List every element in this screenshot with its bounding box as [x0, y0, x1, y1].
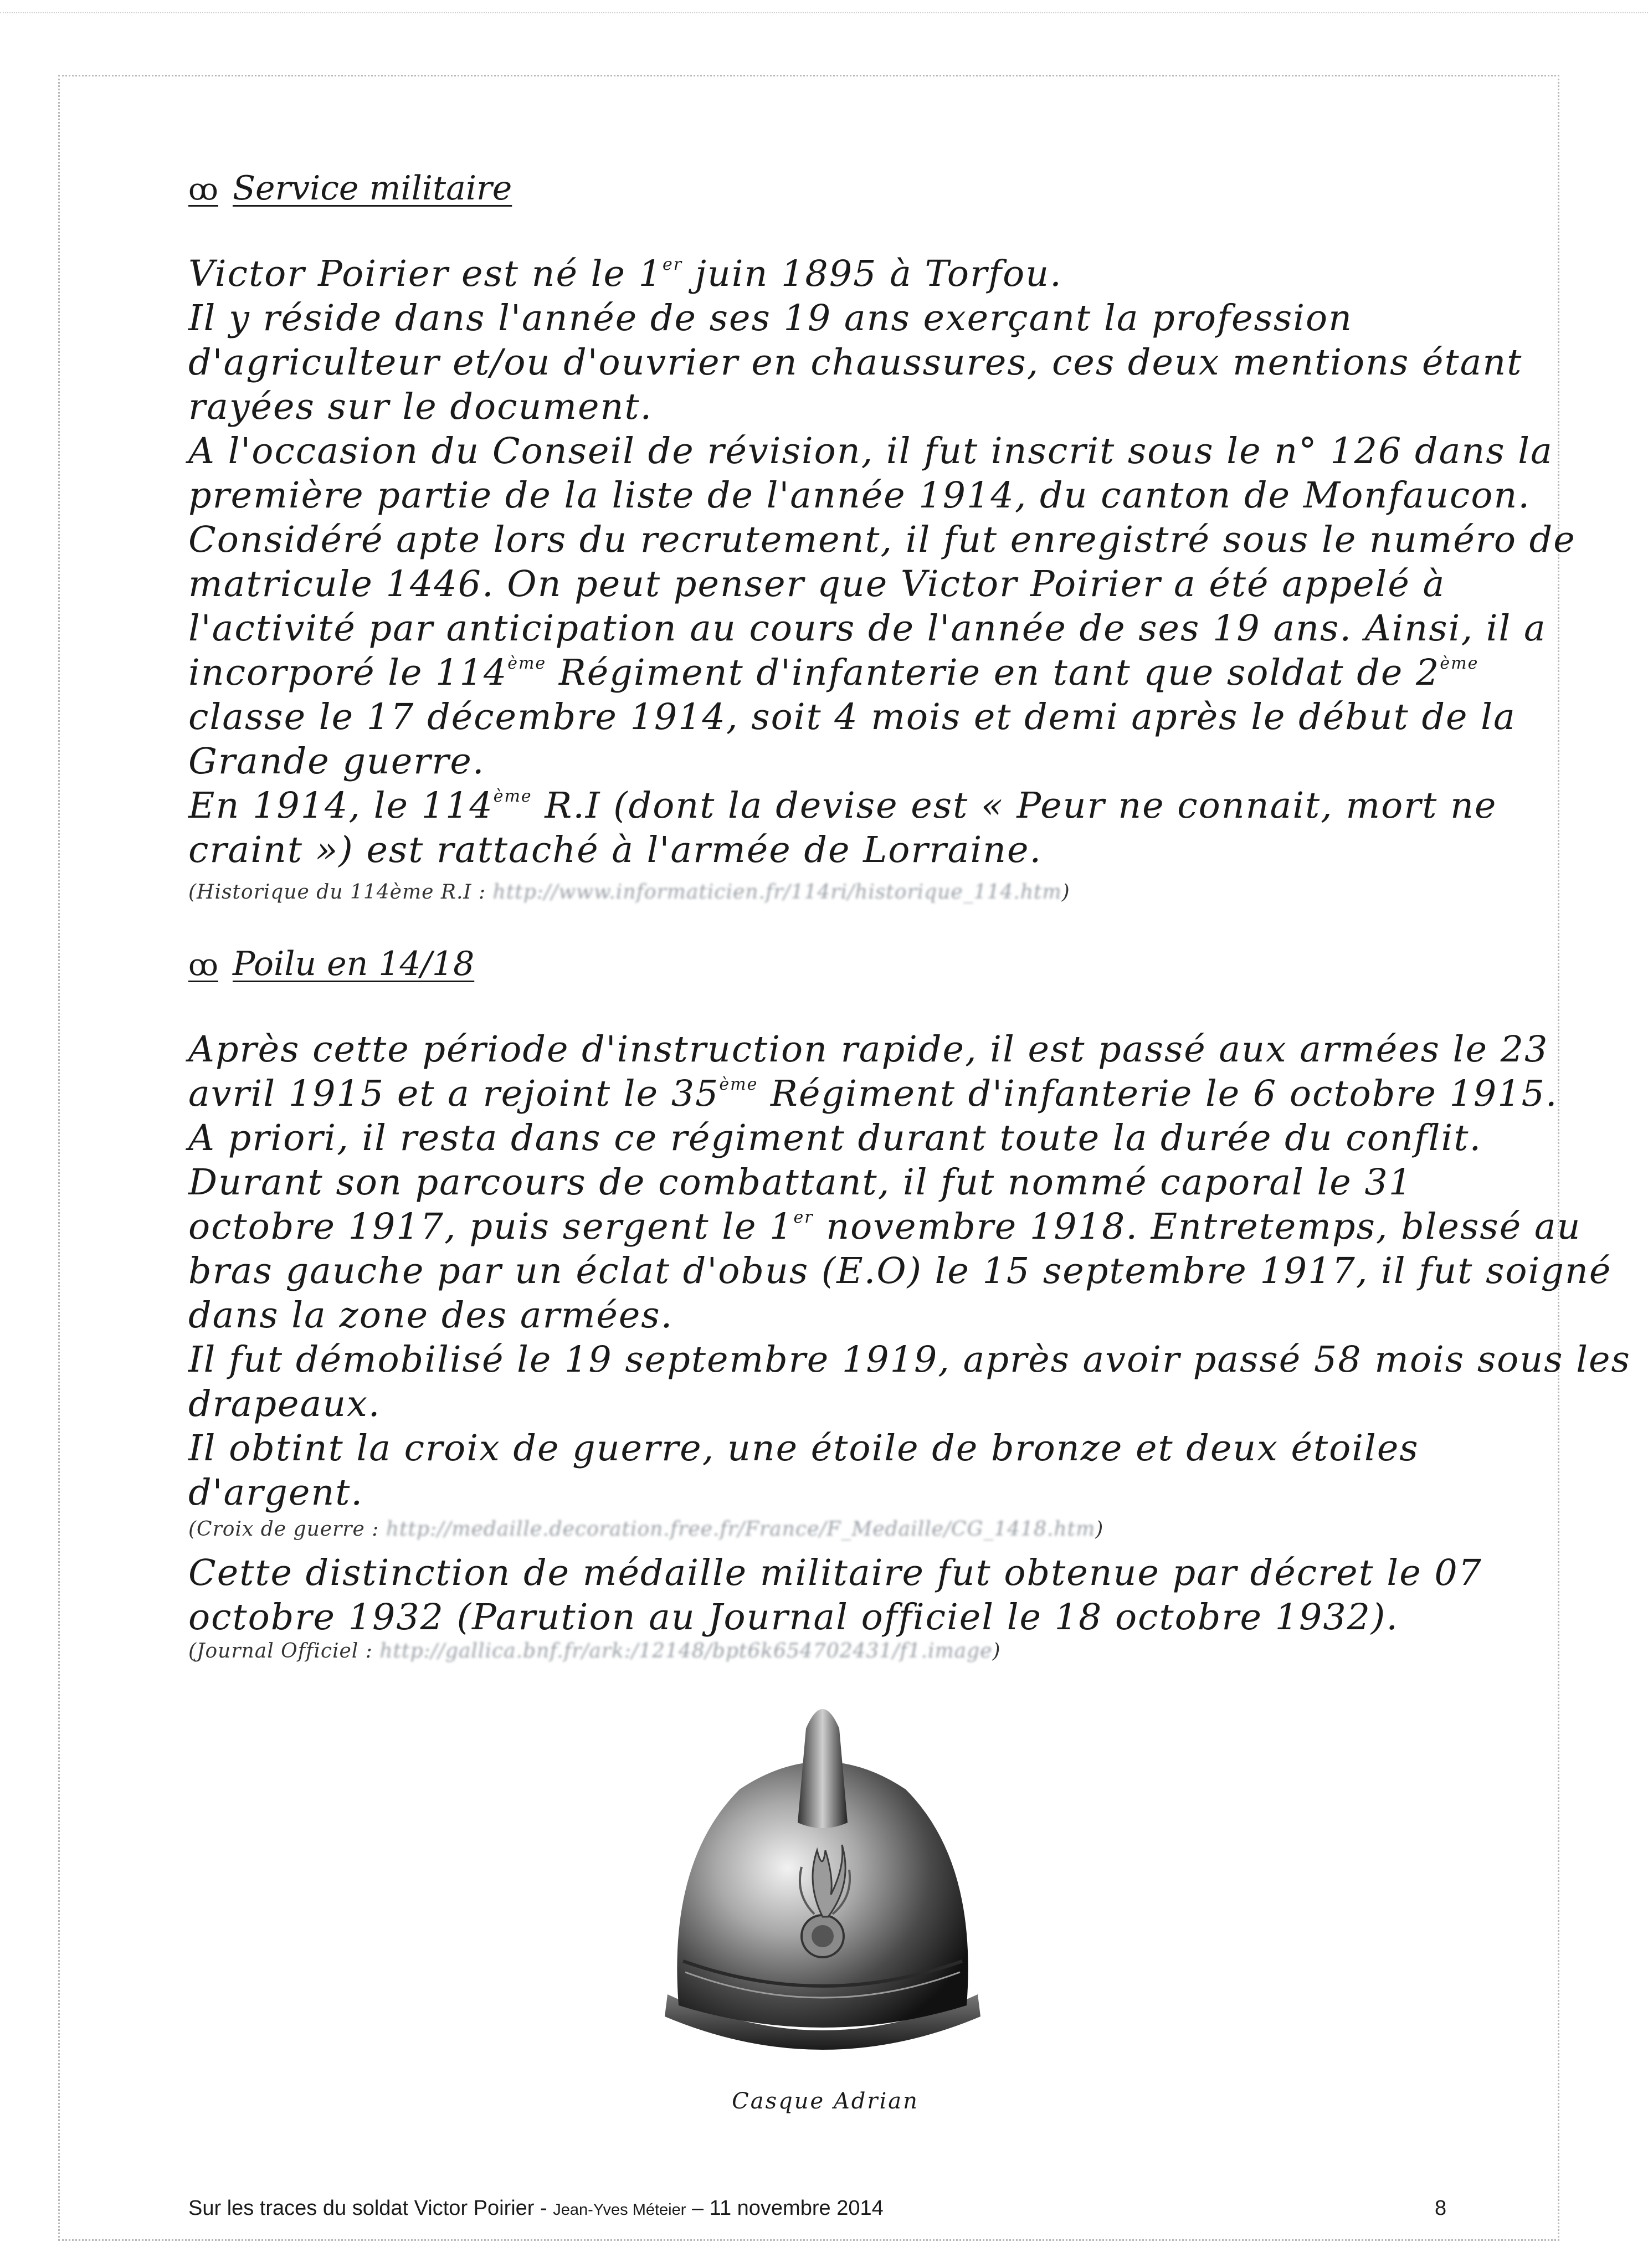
text-line: Il fut démobilisé le 19 septembre 1919, après avoir passé 58 mois sous les [188, 1339, 1631, 1381]
text-line: bras gauche par un éclat d'obus (E.O) le 15 septembre 1917, il fut soigné [188, 1250, 1612, 1292]
section-title-text: Service militaire [232, 169, 512, 208]
text-line: octobre 1932 (Parution au Journal officiel le 18 octobre 1932). [188, 1597, 1399, 1638]
text-line: Cette distinction de médaille militaire fut obtenue par décret le 07 [188, 1552, 1483, 1594]
section2-paragraph [188, 1028, 1631, 1515]
page-number: 8 [1435, 2197, 1447, 2220]
ref-close: ) [1061, 881, 1070, 904]
text-line: craint ») est rattaché à l'armée de Lorraine. [188, 829, 1043, 871]
text-line: A l'occasion du Conseil de révision, il fut inscrit sous le n° 126 dans la [188, 430, 1553, 472]
ref-link[interactable]: http://medaille.decoration.free.fr/France/F_Medaille/CG_1418.htm [386, 1518, 1096, 1541]
ref-label: (Croix de guerre : [188, 1518, 379, 1541]
text-line: Il y réside dans l'année de ses 19 ans exerçant la profession [188, 297, 1353, 339]
text-line: avril 1915 et a rejoint le 35ème Régiment d'infanterie le 6 octobre 1915. [188, 1073, 1558, 1115]
footer-date: – 11 novembre 2014 [686, 2197, 884, 2220]
text-line: rayées sur le document. [188, 386, 653, 428]
text-line: Victor Poirier est né le 1er juin 1895 à Torfou. [188, 253, 1062, 295]
text-line: Considéré apte lors du recrutement, il fut enregistré sous le numéro de [188, 519, 1576, 561]
text-line: d'argent. [188, 1472, 364, 1513]
ref-close: ) [992, 1640, 1001, 1662]
page-footer [188, 2197, 884, 2220]
text-line: classe le 17 décembre 1914, soit 4 mois et demi après le début de la [188, 696, 1516, 738]
scan-edge [0, 0, 1648, 13]
text-line: l'activité par anticipation au cours de l'année de ses 19 ans. Ainsi, il a [188, 608, 1547, 649]
ref-label: (Historique du 114ème R.I : [188, 881, 486, 904]
text-line: dans la zone des armées. [188, 1295, 674, 1336]
text-line: Grande guerre. [188, 741, 485, 782]
text-line: matricule 1446. On peut penser que Victor Poirier a été appelé à [188, 563, 1446, 605]
casque-adrian-image [656, 1684, 989, 2061]
text-line: octobre 1917, puis sergent le 1er novembre 1918. Entretemps, blessé au [188, 1206, 1582, 1248]
ref-label: (Journal Officiel : [188, 1640, 373, 1662]
ref-close: ) [1095, 1518, 1104, 1541]
figure-caption: Casque Adrian [732, 2089, 919, 2114]
text-line: Après cette période d'instruction rapide, il est passé aux armées le 23 [188, 1029, 1549, 1070]
section-title-poilu [188, 945, 474, 983]
reference-historique [188, 881, 1070, 904]
text-line: En 1914, le 114ème R.I (dont la devise est « Peur ne connait, mort ne [188, 785, 1497, 827]
section-glyph-icon: ꝏ [188, 947, 218, 982]
ref-link[interactable]: http://gallica.bnf.fr/ark:/12148/bpt6k654702431/f1.image [379, 1640, 993, 1662]
footer-title: Sur les traces du soldat Victor Poirier - [188, 2197, 553, 2220]
text-line: incorporé le 114ème Régiment d'infanterie en tant que soldat de 2ème [188, 652, 1479, 694]
text-line: Il obtint la croix de guerre, une étoile de bronze et deux étoiles [188, 1428, 1419, 1469]
section1-paragraph [188, 252, 1576, 873]
section-title-text: Poilu en 14/18 [232, 945, 475, 983]
text-line: drapeaux. [188, 1383, 381, 1425]
section2-paragraph-medaille [188, 1551, 1483, 1640]
text-line: première partie de la liste de l'année 1914, du canton de Monfaucon. [188, 475, 1531, 516]
section-title-service-militaire [188, 169, 512, 208]
reference-croix-de-guerre [188, 1518, 1103, 1541]
footer-author: Jean-Yves Méteier [553, 2201, 686, 2219]
text-line: Durant son parcours de combattant, il fut nommé caporal le 31 [188, 1162, 1413, 1203]
text-line: d'agriculteur et/ou d'ouvrier en chaussures, ces deux mentions étant [188, 342, 1523, 383]
ref-link[interactable]: http://www.informaticien.fr/114ri/historique_114.htm [492, 881, 1062, 904]
text-line: A priori, il resta dans ce régiment durant toute la durée du conflit. [188, 1117, 1482, 1159]
reference-journal-officiel [188, 1640, 1001, 1662]
section-glyph-icon: ꝏ [188, 172, 218, 207]
